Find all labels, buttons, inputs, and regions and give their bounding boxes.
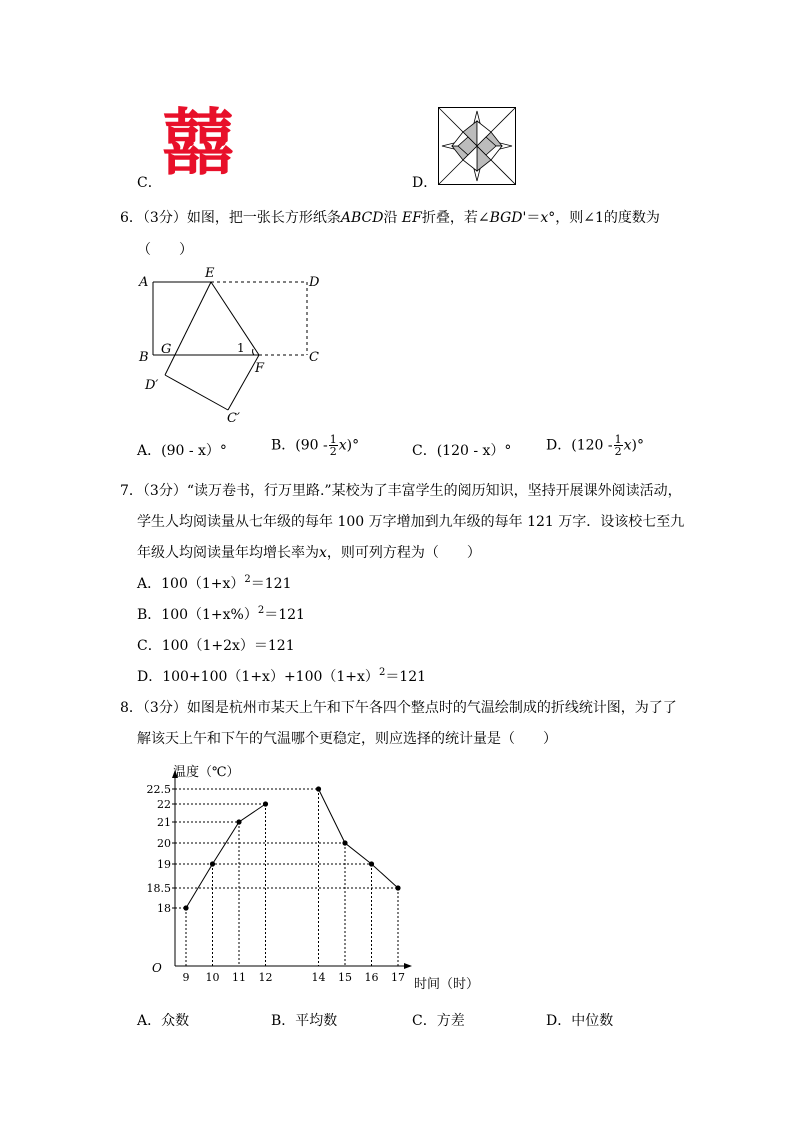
x-tick-label: 15	[338, 971, 352, 984]
y-axis-label: 温度（℃）	[173, 765, 240, 780]
temperature-line-chart	[135, 758, 505, 996]
option-d-label: D．	[412, 175, 438, 191]
y-tick-label: 22.5	[146, 783, 171, 796]
data-point	[263, 801, 268, 806]
x-tick-label: 17	[391, 971, 405, 984]
y-tick-label: 20	[157, 837, 171, 850]
y-tick-label: 18	[157, 902, 171, 915]
q8-option-a[interactable]: A．众数	[137, 1013, 190, 1029]
q7-stem-line1: 7．（3分）“读万卷书，行万里路.”某校为了丰富学生的阅历知识，坚持开展课外阅读活动，	[120, 483, 682, 499]
q8-option-b[interactable]: B．平均数	[271, 1013, 338, 1029]
q6-option-c[interactable]: C．(120 - x）°	[412, 443, 512, 459]
label-E: E	[205, 266, 215, 281]
series-line	[186, 804, 266, 908]
x-tick-label: 9	[182, 971, 190, 984]
data-point	[316, 786, 321, 791]
y-tick-label: 22	[157, 798, 171, 811]
label-G: G	[161, 342, 172, 357]
q8-option-d[interactable]: D．中位数	[546, 1013, 614, 1029]
origin-label: O	[152, 961, 162, 975]
double-happiness-symbol: 囍	[162, 101, 235, 185]
q6-option-d[interactable]: D．(120 - $\frac{1}{2}$ x)°	[546, 433, 644, 458]
q7-option-b[interactable]: B．$100(1+x\%)^2=121$	[137, 605, 305, 623]
q7-stem-line2: 学生人均阅读量从七年级的每年 100 万字增加到九年级的每年 121 万字．设该校七至九	[137, 514, 685, 530]
x-tick-label: 14	[311, 971, 326, 984]
label-angle1: 1	[237, 341, 245, 355]
x-tick-label: 11	[232, 971, 246, 984]
data-point	[210, 861, 215, 866]
option-c-label: C．	[137, 175, 162, 191]
q6-option-b[interactable]: B．(90 - $\frac{1}{2}$ x)°	[271, 433, 360, 458]
q6-paren: （ ）	[137, 242, 193, 258]
q6-stem: 6．（3分）如图，把一张长方形纸条ABCD沿 EF折叠，若∠BGD'＝x°，则∠1的度数为	[120, 210, 660, 226]
fold-figure	[135, 262, 335, 428]
data-point	[395, 885, 400, 890]
data-point	[183, 905, 188, 910]
x-tick-label: 10	[205, 971, 220, 984]
y-tick-label: 21	[157, 816, 171, 829]
label-D-prime: D′	[145, 378, 159, 393]
q8-stem-line1: 8．（3分）如图是杭州市某天上午和下午各四个整点时的气温绘制成的折线统计图，为了了	[120, 700, 677, 716]
star-pattern-figure	[438, 107, 518, 187]
data-point	[236, 819, 241, 824]
series-line	[319, 789, 399, 888]
q7-option-a[interactable]: A．$100(1+x)^2=121$	[137, 574, 292, 592]
data-point	[369, 861, 374, 866]
label-C-prime: C′	[227, 411, 240, 426]
label-B: B	[139, 350, 149, 365]
y-tick-label: 19	[157, 858, 171, 871]
q6-option-a[interactable]: A．(90 - x）°	[137, 443, 227, 459]
x-tick-label: 12	[258, 971, 273, 984]
q8-option-c[interactable]: C．方差	[412, 1013, 465, 1029]
q7-stem-line3: 年级人均阅读量年均增长率为x，则可列方程为（ ）	[137, 545, 481, 561]
q7-option-c[interactable]: C．100（1+2x）＝121	[137, 638, 295, 654]
label-F: F	[255, 361, 265, 376]
x-tick-label: 16	[364, 971, 379, 984]
y-tick-label: 18.5	[146, 882, 171, 895]
label-A: A	[139, 275, 149, 290]
label-D: D	[309, 275, 320, 290]
label-C: C	[309, 350, 319, 365]
x-axis-arrow	[404, 963, 412, 969]
q7-option-d[interactable]: D．$100+100(1+x)+100(1+x)^2=121$	[137, 667, 427, 685]
x-axis-label: 时间（时）	[414, 977, 480, 992]
data-point	[342, 840, 347, 845]
q8-stem-line2: 解该天上午和下午的气温哪个更稳定，则应选择的统计量是（ ）	[137, 731, 557, 747]
